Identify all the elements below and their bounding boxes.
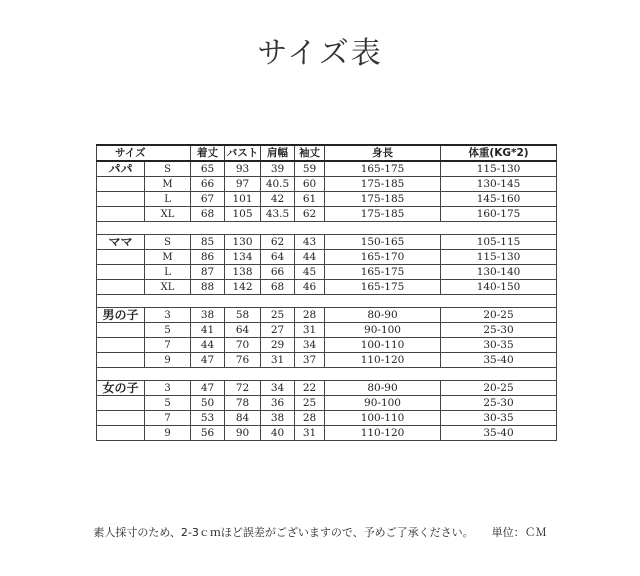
- blank-cell: [191, 222, 225, 235]
- length-cell: 66: [191, 177, 225, 192]
- length-cell: 56: [191, 426, 225, 441]
- weight-cell: 20-25: [441, 381, 557, 396]
- sleeve-cell: 31: [295, 426, 325, 441]
- shoulder-cell: 62: [261, 235, 295, 250]
- bust-cell: 101: [225, 192, 261, 207]
- bust-cell: 76: [225, 353, 261, 368]
- sleeve-cell: 62: [295, 207, 325, 222]
- bust-cell: 93: [225, 161, 261, 177]
- height-cell: 175-185: [325, 177, 441, 192]
- sleeve-cell: 45: [295, 265, 325, 280]
- blank-row: [97, 295, 557, 308]
- length-cell: 88: [191, 280, 225, 295]
- header-weight: 体重(KG*2): [441, 145, 557, 161]
- shoulder-cell: 27: [261, 323, 295, 338]
- height-cell: 165-175: [325, 161, 441, 177]
- length-cell: 47: [191, 381, 225, 396]
- shoulder-cell: 68: [261, 280, 295, 295]
- blank-cell: [97, 295, 145, 308]
- group-label: [97, 265, 145, 280]
- height-cell: 110-120: [325, 426, 441, 441]
- table-row: [97, 323, 557, 338]
- sleeve-cell: 31: [295, 323, 325, 338]
- weight-cell: 20-25: [441, 308, 557, 323]
- bust-cell: 90: [225, 426, 261, 441]
- sleeve-cell: 60: [295, 177, 325, 192]
- header-size: サイズ: [97, 145, 191, 161]
- table-row: [97, 308, 557, 323]
- length-cell: 47: [191, 353, 225, 368]
- size-cell: 5: [145, 396, 191, 411]
- shoulder-cell: 40.5: [261, 177, 295, 192]
- weight-cell: 130-140: [441, 265, 557, 280]
- header-length: 着丈: [191, 145, 225, 161]
- blank-cell: [261, 295, 295, 308]
- length-cell: 53: [191, 411, 225, 426]
- size-cell: M: [145, 250, 191, 265]
- size-table: [96, 144, 557, 441]
- bust-cell: 78: [225, 396, 261, 411]
- weight-cell: 115-130: [441, 250, 557, 265]
- height-cell: 90-100: [325, 396, 441, 411]
- bust-cell: 70: [225, 338, 261, 353]
- group-label: [97, 396, 145, 411]
- bust-cell: 105: [225, 207, 261, 222]
- size-cell: 3: [145, 308, 191, 323]
- group-label: [97, 192, 145, 207]
- shoulder-cell: 38: [261, 411, 295, 426]
- sleeve-cell: 37: [295, 353, 325, 368]
- unit-label: 単位：ＣＭ: [491, 526, 547, 539]
- bust-cell: 130: [225, 235, 261, 250]
- blank-cell: [225, 222, 261, 235]
- header-height: 身長: [325, 145, 441, 161]
- shoulder-cell: 42: [261, 192, 295, 207]
- length-cell: 41: [191, 323, 225, 338]
- height-cell: 150-165: [325, 235, 441, 250]
- table-row: [97, 250, 557, 265]
- sleeve-cell: 44: [295, 250, 325, 265]
- shoulder-cell: 34: [261, 381, 295, 396]
- sleeve-cell: 25: [295, 396, 325, 411]
- table-row: [97, 280, 557, 295]
- header-bust: バスト: [225, 145, 261, 161]
- weight-cell: 130-145: [441, 177, 557, 192]
- blank-cell: [145, 222, 191, 235]
- length-cell: 86: [191, 250, 225, 265]
- group-label: [97, 280, 145, 295]
- height-cell: 165-170: [325, 250, 441, 265]
- shoulder-cell: 40: [261, 426, 295, 441]
- height-cell: 80-90: [325, 381, 441, 396]
- weight-cell: 35-40: [441, 353, 557, 368]
- length-cell: 50: [191, 396, 225, 411]
- size-cell: 9: [145, 353, 191, 368]
- group-label: パパ: [97, 161, 145, 177]
- sleeve-cell: 46: [295, 280, 325, 295]
- table-row: [97, 411, 557, 426]
- table-row: [97, 265, 557, 280]
- header-shoulder: 肩幅: [261, 145, 295, 161]
- table-row: [97, 426, 557, 441]
- group-label: [97, 338, 145, 353]
- height-cell: 175-185: [325, 207, 441, 222]
- weight-cell: 35-40: [441, 426, 557, 441]
- group-label: 男の子: [97, 308, 145, 323]
- weight-cell: 30-35: [441, 411, 557, 426]
- group-label: [97, 177, 145, 192]
- blank-cell: [441, 368, 557, 381]
- group-label: ママ: [97, 235, 145, 250]
- group-label: [97, 426, 145, 441]
- blank-cell: [261, 368, 295, 381]
- sleeve-cell: 61: [295, 192, 325, 207]
- size-cell: 7: [145, 338, 191, 353]
- height-cell: 165-175: [325, 280, 441, 295]
- length-cell: 65: [191, 161, 225, 177]
- blank-cell: [295, 295, 325, 308]
- blank-cell: [441, 222, 557, 235]
- bust-cell: 84: [225, 411, 261, 426]
- length-cell: 67: [191, 192, 225, 207]
- group-label: [97, 411, 145, 426]
- table-row: [97, 235, 557, 250]
- length-cell: 87: [191, 265, 225, 280]
- blank-cell: [325, 295, 441, 308]
- blank-cell: [441, 295, 557, 308]
- bust-cell: 58: [225, 308, 261, 323]
- blank-cell: [325, 368, 441, 381]
- table-header-row: [97, 145, 557, 161]
- sleeve-cell: 28: [295, 411, 325, 426]
- size-cell: XL: [145, 280, 191, 295]
- weight-cell: 105-115: [441, 235, 557, 250]
- footnote-text: 素人採寸のため、2-3ｃｍほど誤差がございますので、予めご了承ください。: [93, 526, 474, 539]
- bust-cell: 97: [225, 177, 261, 192]
- blank-cell: [295, 368, 325, 381]
- size-cell: 5: [145, 323, 191, 338]
- page-title: サイズ表: [257, 36, 383, 71]
- blank-row: [97, 368, 557, 381]
- table-row: [97, 192, 557, 207]
- height-cell: 175-185: [325, 192, 441, 207]
- sleeve-cell: 34: [295, 338, 325, 353]
- weight-cell: 115-130: [441, 161, 557, 177]
- table-row: [97, 338, 557, 353]
- shoulder-cell: 39: [261, 161, 295, 177]
- blank-cell: [225, 295, 261, 308]
- size-cell: M: [145, 177, 191, 192]
- bust-cell: 138: [225, 265, 261, 280]
- height-cell: 90-100: [325, 323, 441, 338]
- size-cell: L: [145, 192, 191, 207]
- sleeve-cell: 28: [295, 308, 325, 323]
- height-cell: 110-120: [325, 353, 441, 368]
- weight-cell: 25-30: [441, 396, 557, 411]
- table-row: [97, 396, 557, 411]
- length-cell: 68: [191, 207, 225, 222]
- shoulder-cell: 64: [261, 250, 295, 265]
- blank-cell: [191, 368, 225, 381]
- group-label: [97, 250, 145, 265]
- weight-cell: 25-30: [441, 323, 557, 338]
- shoulder-cell: 66: [261, 265, 295, 280]
- blank-cell: [295, 222, 325, 235]
- shoulder-cell: 31: [261, 353, 295, 368]
- weight-cell: 30-35: [441, 338, 557, 353]
- height-cell: 165-175: [325, 265, 441, 280]
- height-cell: 100-110: [325, 338, 441, 353]
- blank-cell: [97, 222, 145, 235]
- blank-cell: [261, 222, 295, 235]
- bust-cell: 134: [225, 250, 261, 265]
- footnote: [0, 524, 640, 540]
- size-cell: 3: [145, 381, 191, 396]
- table-row: [97, 161, 557, 177]
- bust-cell: 64: [225, 323, 261, 338]
- shoulder-cell: 43.5: [261, 207, 295, 222]
- table-row: [97, 207, 557, 222]
- table-row: [97, 353, 557, 368]
- bust-cell: 72: [225, 381, 261, 396]
- blank-cell: [145, 295, 191, 308]
- blank-cell: [191, 295, 225, 308]
- blank-cell: [145, 368, 191, 381]
- table-row: [97, 177, 557, 192]
- size-cell: 7: [145, 411, 191, 426]
- table-row: [97, 381, 557, 396]
- blank-cell: [325, 222, 441, 235]
- weight-cell: 160-175: [441, 207, 557, 222]
- sleeve-cell: 59: [295, 161, 325, 177]
- shoulder-cell: 29: [261, 338, 295, 353]
- length-cell: 85: [191, 235, 225, 250]
- blank-cell: [97, 368, 145, 381]
- weight-cell: 140-150: [441, 280, 557, 295]
- shoulder-cell: 36: [261, 396, 295, 411]
- height-cell: 100-110: [325, 411, 441, 426]
- length-cell: 44: [191, 338, 225, 353]
- blank-cell: [225, 368, 261, 381]
- group-label: [97, 353, 145, 368]
- size-cell: XL: [145, 207, 191, 222]
- shoulder-cell: 25: [261, 308, 295, 323]
- size-cell: 9: [145, 426, 191, 441]
- blank-row: [97, 222, 557, 235]
- group-label: [97, 207, 145, 222]
- size-cell: S: [145, 235, 191, 250]
- size-cell: L: [145, 265, 191, 280]
- group-label: 女の子: [97, 381, 145, 396]
- sleeve-cell: 43: [295, 235, 325, 250]
- bust-cell: 142: [225, 280, 261, 295]
- header-sleeve: 袖丈: [295, 145, 325, 161]
- size-cell: S: [145, 161, 191, 177]
- group-label: [97, 323, 145, 338]
- height-cell: 80-90: [325, 308, 441, 323]
- sleeve-cell: 22: [295, 381, 325, 396]
- length-cell: 38: [191, 308, 225, 323]
- weight-cell: 145-160: [441, 192, 557, 207]
